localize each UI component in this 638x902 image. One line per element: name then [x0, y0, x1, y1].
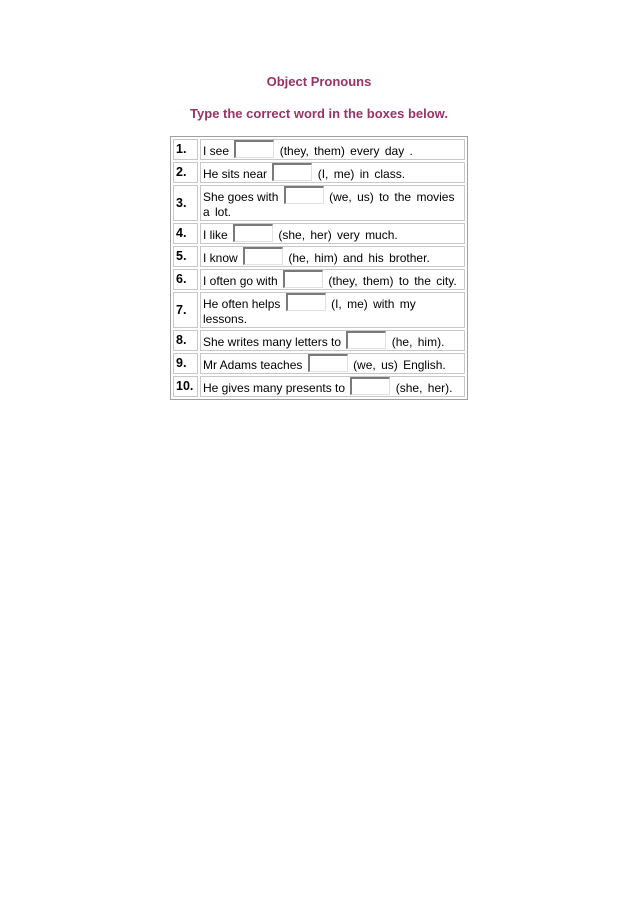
instruction-text: Type the correct word in the boxes below.	[190, 106, 448, 121]
sentence-before: He sits near	[203, 167, 268, 181]
table-row	[173, 139, 465, 160]
question-number: 2.	[173, 162, 198, 183]
sentence-after: (they, them) to the city.	[328, 274, 457, 288]
question-number: 5.	[173, 246, 198, 267]
table-row	[173, 330, 465, 351]
sentence-after: (we, us) English.	[353, 358, 446, 372]
question-number: 10.	[173, 376, 198, 397]
answer-input[interactable]	[233, 224, 273, 242]
sentence-before: He gives many presents to	[203, 381, 346, 395]
question-sentence	[200, 185, 465, 221]
question-sentence	[200, 353, 465, 374]
table-row	[173, 162, 465, 183]
question-sentence	[200, 269, 465, 290]
sentence-before: I like	[203, 228, 228, 242]
table-row	[173, 353, 465, 374]
question-sentence	[200, 223, 465, 244]
sentence-before: I know	[203, 251, 238, 265]
table-row	[173, 269, 465, 290]
answer-input[interactable]	[283, 270, 323, 288]
question-number: 9.	[173, 353, 198, 374]
sentence-before: I see	[203, 144, 230, 158]
question-number: 4.	[173, 223, 198, 244]
sentence-before: He often helps	[203, 297, 281, 311]
answer-input[interactable]	[308, 354, 348, 372]
sentence-after: (they, them) every day .	[279, 144, 413, 158]
table-row	[173, 185, 465, 221]
sentence-after: (she, her) very much.	[278, 228, 398, 242]
answer-input[interactable]	[346, 331, 386, 349]
table-row	[173, 223, 465, 244]
sentence-after: (she, her).	[395, 381, 453, 395]
question-number: 3.	[173, 185, 198, 221]
exercise-table	[170, 136, 468, 400]
answer-input[interactable]	[272, 163, 312, 181]
page-title: Object Pronouns	[266, 74, 372, 89]
sentence-after: (I, me) in class.	[317, 167, 406, 181]
question-number: 1.	[173, 139, 198, 160]
table-row	[173, 246, 465, 267]
answer-input[interactable]	[243, 247, 283, 265]
sentence-before: She goes with	[203, 190, 279, 204]
question-sentence	[200, 246, 465, 267]
sentence-after: (we, us) to the movies a lot.	[203, 190, 455, 219]
question-sentence	[200, 376, 465, 397]
question-number: 8.	[173, 330, 198, 351]
sentence-after: (he, him) and his brother.	[288, 251, 430, 265]
answer-input[interactable]	[234, 140, 274, 158]
question-number: 6.	[173, 269, 198, 290]
answer-input[interactable]	[350, 377, 390, 395]
sentence-after: (he, him).	[391, 335, 445, 349]
question-sentence	[200, 162, 465, 183]
sentence-before: Mr Adams teaches	[203, 358, 303, 372]
sentence-before: She writes many letters to	[203, 335, 342, 349]
table-row	[173, 292, 465, 328]
question-number: 7.	[173, 292, 198, 328]
answer-input[interactable]	[286, 293, 326, 311]
question-sentence	[200, 330, 465, 351]
table-row	[173, 376, 465, 397]
sentence-before: I often go with	[203, 274, 278, 288]
answer-input[interactable]	[284, 186, 324, 204]
sentence-after: (I, me) with my lessons.	[203, 297, 416, 326]
question-sentence	[200, 139, 465, 160]
question-sentence	[200, 292, 465, 328]
